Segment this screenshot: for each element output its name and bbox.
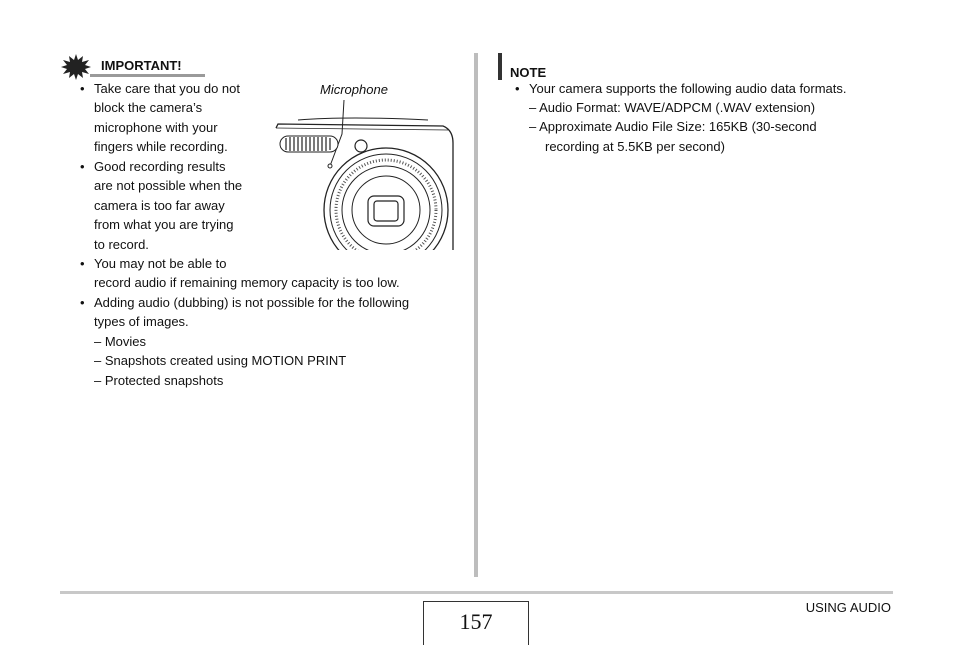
important-title: IMPORTANT! [101, 58, 182, 73]
important-bullet-4 [94, 293, 409, 390]
bullet-line: microphone with your [94, 119, 218, 135]
bullet-line: • Good recording results [94, 157, 242, 176]
sub-item-continuation: recording at 5.5KB per second) [545, 138, 725, 154]
important-icon [61, 54, 91, 80]
page-number-box [423, 601, 529, 645]
bullet-line: • Take care that you do not [94, 79, 240, 98]
camera-illustration [268, 98, 458, 253]
bullet-line: to record. [94, 236, 149, 252]
bullet-line: camera is too far away [94, 197, 225, 213]
bullet-line: are not possible when the [94, 178, 243, 194]
note-marker [498, 53, 502, 80]
sub-item: – Approximate Audio File Size: 165KB (30-second [529, 119, 817, 135]
important-bullet-3 [94, 254, 400, 293]
note-sub-items [529, 98, 817, 156]
important-underline [90, 74, 205, 77]
bullet-line: fingers while recording. [94, 139, 228, 155]
sub-item: – Audio Format: WAVE/ADPCM (.WAV extension) [529, 100, 816, 115]
sub-item: – Snapshots created using MOTION PRINT [94, 353, 347, 369]
bullet-line: record audio if remaining memory capacity is too low. [94, 275, 400, 291]
bullet-line: from what you are trying [94, 217, 234, 233]
bullet-line: types of images. [94, 314, 189, 330]
note-bullet: • Your camera supports the following audio data formats. [529, 79, 846, 98]
important-bullet-2 [94, 157, 242, 254]
sub-item: – Movies [94, 333, 147, 349]
column-divider [474, 53, 478, 577]
bullet-line: • Adding audio (dubbing) is not possible for the following [94, 293, 409, 312]
bullet-line: • You may not be able to [94, 254, 400, 273]
page-number: 157 [459, 609, 493, 634]
section-title: USING AUDIO [805, 600, 891, 615]
note-title: NOTE [510, 65, 547, 80]
footer-rule [60, 591, 893, 594]
note-body [529, 79, 846, 98]
important-bullet-1 [94, 79, 240, 157]
sub-item: – Protected snapshots [94, 372, 224, 388]
figure-caption: Microphone [320, 82, 388, 97]
bullet-line: block the camera’s [94, 100, 203, 116]
